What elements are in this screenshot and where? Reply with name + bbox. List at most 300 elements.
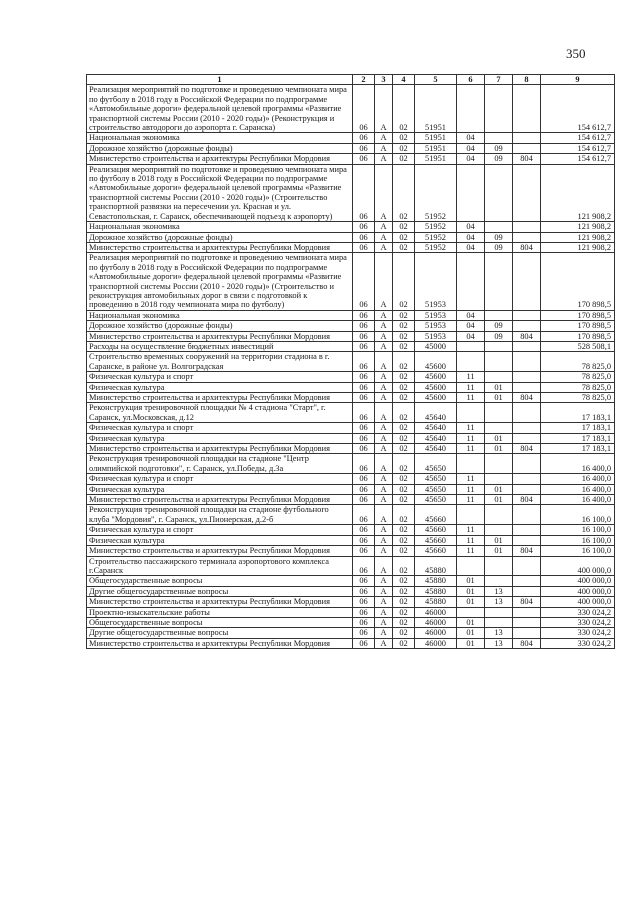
col-8-code [513, 423, 541, 433]
col-4-code: 02 [393, 576, 415, 586]
col-6-code: 04 [457, 154, 485, 164]
col-6-code [457, 352, 485, 372]
row-name: Физическая культура и спорт [87, 423, 353, 433]
col-8-code [513, 576, 541, 586]
col-6-code: 04 [457, 321, 485, 331]
table-row [87, 164, 615, 221]
col-8-code [513, 321, 541, 331]
col-8-code [513, 310, 541, 320]
col-3-code: А [375, 586, 393, 596]
col-8-code: 804 [513, 597, 541, 607]
col-7-code [485, 617, 513, 627]
col-2-code: 06 [353, 597, 375, 607]
col-4-code: 02 [393, 85, 415, 133]
row-amount: 17 183,1 [541, 444, 615, 454]
table-row [87, 495, 615, 505]
col-4-code: 02 [393, 607, 415, 617]
col-8-code [513, 143, 541, 153]
col-5-code: 45660 [415, 546, 457, 556]
row-name: Физическая культура [87, 433, 353, 443]
col-3-code: А [375, 310, 393, 320]
col-4-code: 02 [393, 423, 415, 433]
col-4-code: 02 [393, 484, 415, 494]
table-row [87, 341, 615, 351]
col-3-code: А [375, 597, 393, 607]
table-row [87, 242, 615, 252]
col-5-code: 46000 [415, 607, 457, 617]
col-5-code: 45660 [415, 535, 457, 545]
col-5-code: 51953 [415, 331, 457, 341]
col-5-code: 46000 [415, 638, 457, 648]
col-3-code: А [375, 607, 393, 617]
col-3-code: А [375, 331, 393, 341]
table-row [87, 638, 615, 648]
row-name: Министерство строительства и архитектуры Республики Мордовия [87, 154, 353, 164]
col-8-code: 804 [513, 242, 541, 252]
col-5-code: 45600 [415, 382, 457, 392]
col-7-code: 01 [485, 393, 513, 403]
col-3-code: А [375, 133, 393, 143]
col-6-code [457, 403, 485, 423]
col-5-code: 51952 [415, 232, 457, 242]
row-amount: 170 898,5 [541, 321, 615, 331]
col-2-code: 06 [353, 628, 375, 638]
col-6-code: 01 [457, 586, 485, 596]
col-7-code [485, 556, 513, 576]
col-7-code: 01 [485, 535, 513, 545]
row-name: Расходы на осуществление бюджетных инвестиций [87, 341, 353, 351]
table-row [87, 607, 615, 617]
row-amount: 170 898,5 [541, 253, 615, 310]
row-amount: 400 000,0 [541, 556, 615, 576]
col-5-code: 51951 [415, 133, 457, 143]
col-6-code: 04 [457, 310, 485, 320]
col-6-code: 04 [457, 222, 485, 232]
row-amount: 154 612,7 [541, 154, 615, 164]
col-3-code: А [375, 638, 393, 648]
col-7-code: 13 [485, 586, 513, 596]
row-amount: 528 508,1 [541, 341, 615, 351]
col-5-code: 45640 [415, 423, 457, 433]
col-5-code: 45880 [415, 556, 457, 576]
row-name: Проектно-изыскательские работы [87, 607, 353, 617]
col-7-code [485, 352, 513, 372]
col-2-code: 06 [353, 164, 375, 221]
col-6-code [457, 85, 485, 133]
row-amount: 154 612,7 [541, 143, 615, 153]
col-2-code: 06 [353, 454, 375, 474]
col-7-code: 01 [485, 382, 513, 392]
col-7-code [485, 372, 513, 382]
col-7-code [485, 253, 513, 310]
row-name: Физическая культура и спорт [87, 525, 353, 535]
col-7-code: 01 [485, 495, 513, 505]
row-amount: 400 000,0 [541, 597, 615, 607]
col-4-code: 02 [393, 232, 415, 242]
row-amount: 154 612,7 [541, 85, 615, 133]
col-5-code: 45650 [415, 495, 457, 505]
col-7-code [485, 505, 513, 525]
col-6-code: 01 [457, 628, 485, 638]
col-8-code: 804 [513, 393, 541, 403]
row-amount: 121 908,2 [541, 242, 615, 252]
col-8-code [513, 382, 541, 392]
col-4-code: 02 [393, 154, 415, 164]
col-7-code: 09 [485, 331, 513, 341]
col-5-code: 45600 [415, 372, 457, 382]
col-4-code: 02 [393, 454, 415, 474]
header-cell: 8 [513, 75, 541, 85]
table-row [87, 576, 615, 586]
row-name: Дорожное хозяйство (дорожные фонды) [87, 143, 353, 153]
col-7-code: 09 [485, 321, 513, 331]
col-8-code [513, 232, 541, 242]
row-name: Министерство строительства и архитектуры Республики Мордовия [87, 638, 353, 648]
col-7-code [485, 310, 513, 320]
table-row [87, 154, 615, 164]
col-2-code: 06 [353, 403, 375, 423]
col-2-code: 06 [353, 154, 375, 164]
col-7-code: 09 [485, 232, 513, 242]
col-3-code: А [375, 341, 393, 351]
col-4-code: 02 [393, 253, 415, 310]
col-8-code [513, 85, 541, 133]
col-8-code [513, 617, 541, 627]
col-3-code: А [375, 546, 393, 556]
header-cell: 9 [541, 75, 615, 85]
col-6-code [457, 341, 485, 351]
col-8-code: 804 [513, 331, 541, 341]
col-5-code: 45660 [415, 505, 457, 525]
row-amount: 170 898,5 [541, 331, 615, 341]
col-8-code: 804 [513, 444, 541, 454]
table-row [87, 382, 615, 392]
col-3-code: А [375, 164, 393, 221]
page-number: 350 [566, 46, 586, 61]
col-7-code [485, 133, 513, 143]
table-row [87, 372, 615, 382]
col-2-code: 06 [353, 232, 375, 242]
col-8-code: 804 [513, 546, 541, 556]
col-7-code [485, 403, 513, 423]
col-3-code: А [375, 403, 393, 423]
col-2-code: 06 [353, 352, 375, 372]
col-6-code: 01 [457, 576, 485, 586]
col-2-code: 06 [353, 556, 375, 576]
col-8-code [513, 222, 541, 232]
table-row [87, 586, 615, 596]
row-name: Министерство строительства и архитектуры Республики Мордовия [87, 331, 353, 341]
col-6-code: 04 [457, 242, 485, 252]
row-name: Министерство строительства и архитектуры Республики Мордовия [87, 597, 353, 607]
row-name: Физическая культура и спорт [87, 372, 353, 382]
col-3-code: А [375, 628, 393, 638]
col-7-code [485, 525, 513, 535]
col-8-code [513, 133, 541, 143]
col-7-code: 01 [485, 546, 513, 556]
col-4-code: 02 [393, 556, 415, 576]
col-5-code: 51953 [415, 310, 457, 320]
row-amount: 16 100,0 [541, 525, 615, 535]
col-2-code: 06 [353, 638, 375, 648]
table-row [87, 505, 615, 525]
col-8-code [513, 253, 541, 310]
col-2-code: 06 [353, 242, 375, 252]
row-amount: 330 024,2 [541, 607, 615, 617]
col-6-code: 04 [457, 331, 485, 341]
col-3-code: А [375, 444, 393, 454]
col-7-code [485, 222, 513, 232]
col-2-code: 06 [353, 143, 375, 153]
col-3-code: А [375, 617, 393, 627]
col-4-code: 02 [393, 444, 415, 454]
table-row [87, 474, 615, 484]
col-5-code: 45880 [415, 586, 457, 596]
col-6-code: 11 [457, 546, 485, 556]
row-amount: 154 612,7 [541, 133, 615, 143]
col-4-code: 02 [393, 495, 415, 505]
row-name: Министерство строительства и архитектуры Республики Мордовия [87, 546, 353, 556]
col-2-code: 06 [353, 331, 375, 341]
col-4-code: 02 [393, 474, 415, 484]
col-6-code: 11 [457, 372, 485, 382]
row-amount: 16 100,0 [541, 505, 615, 525]
col-6-code [457, 454, 485, 474]
col-2-code: 06 [353, 505, 375, 525]
col-4-code: 02 [393, 352, 415, 372]
row-amount: 330 024,2 [541, 617, 615, 627]
table-row [87, 628, 615, 638]
col-3-code: А [375, 382, 393, 392]
col-6-code: 01 [457, 597, 485, 607]
row-name: Национальная экономика [87, 310, 353, 320]
col-6-code: 11 [457, 484, 485, 494]
col-7-code: 01 [485, 444, 513, 454]
col-3-code: А [375, 242, 393, 252]
col-2-code: 06 [353, 133, 375, 143]
col-4-code: 02 [393, 382, 415, 392]
col-2-code: 06 [353, 484, 375, 494]
col-8-code [513, 628, 541, 638]
row-amount: 78 825,0 [541, 382, 615, 392]
col-2-code: 06 [353, 310, 375, 320]
col-5-code: 45650 [415, 474, 457, 484]
header-cell: 4 [393, 75, 415, 85]
col-8-code: 804 [513, 495, 541, 505]
col-5-code: 51953 [415, 253, 457, 310]
table-row [87, 253, 615, 310]
col-4-code: 02 [393, 535, 415, 545]
table-row [87, 85, 615, 133]
col-2-code: 06 [353, 253, 375, 310]
col-5-code: 45600 [415, 393, 457, 403]
col-7-code [485, 474, 513, 484]
col-6-code [457, 556, 485, 576]
table-row [87, 143, 615, 153]
col-6-code [457, 164, 485, 221]
row-name: Реконструкция тренировочной площадки на стадионе "Центр олимпийской подготовки", г. Саранск, ул.Победы, д.3а [87, 454, 353, 474]
col-3-code: А [375, 232, 393, 242]
row-amount: 16 400,0 [541, 454, 615, 474]
col-7-code [485, 607, 513, 617]
table-row [87, 617, 615, 627]
col-6-code [457, 253, 485, 310]
col-6-code: 04 [457, 232, 485, 242]
col-5-code: 45640 [415, 444, 457, 454]
col-8-code [513, 535, 541, 545]
col-4-code: 02 [393, 628, 415, 638]
table-body [87, 85, 615, 649]
row-amount: 121 908,2 [541, 164, 615, 221]
row-name: Министерство строительства и архитектуры Республики Мордовия [87, 444, 353, 454]
header-cell: 1 [87, 75, 353, 85]
col-3-code: А [375, 253, 393, 310]
col-8-code [513, 586, 541, 596]
col-4-code: 02 [393, 505, 415, 525]
col-8-code [513, 556, 541, 576]
row-name: Реализация мероприятий по подготовке и проведению чемпионата мира по футболу в 2018 году в Российской Федерации по подпрограмме «Автомобильные дороги» федеральной целевой программы «Развитие транспортной системы России (2010 - 2020 годы)» (Реконструкция и строительство автодороги до аэропорта г. Саранска) [87, 85, 353, 133]
col-5-code: 51952 [415, 242, 457, 252]
col-5-code: 45650 [415, 454, 457, 474]
row-amount: 330 024,2 [541, 638, 615, 648]
row-name: Строительство временных сооружений на территории стадиона в г. Саранске, в районе ул. Волгоградская [87, 352, 353, 372]
row-name: Строительство пассажирского терминала аэропортового комплекса г.Саранск [87, 556, 353, 576]
row-amount: 78 825,0 [541, 393, 615, 403]
col-6-code: 11 [457, 382, 485, 392]
col-6-code: 01 [457, 638, 485, 648]
row-amount: 16 400,0 [541, 484, 615, 494]
col-4-code: 02 [393, 372, 415, 382]
row-name: Физическая культура и спорт [87, 474, 353, 484]
col-6-code: 04 [457, 143, 485, 153]
col-8-code [513, 505, 541, 525]
col-2-code: 06 [353, 617, 375, 627]
col-4-code: 02 [393, 403, 415, 423]
col-7-code: 13 [485, 597, 513, 607]
col-7-code: 01 [485, 433, 513, 443]
col-3-code: А [375, 85, 393, 133]
col-8-code [513, 454, 541, 474]
header-row [87, 75, 615, 85]
col-3-code: А [375, 393, 393, 403]
row-name: Другие общегосударственные вопросы [87, 628, 353, 638]
row-name: Министерство строительства и архитектуры Республики Мордовия [87, 242, 353, 252]
header-cell: 5 [415, 75, 457, 85]
row-amount: 170 898,5 [541, 310, 615, 320]
table-row [87, 556, 615, 576]
col-6-code: 11 [457, 444, 485, 454]
col-3-code: А [375, 154, 393, 164]
col-6-code: 01 [457, 617, 485, 627]
col-8-code [513, 433, 541, 443]
header-cell: 2 [353, 75, 375, 85]
row-amount: 330 024,2 [541, 628, 615, 638]
col-7-code [485, 423, 513, 433]
col-3-code: А [375, 372, 393, 382]
col-7-code: 01 [485, 484, 513, 494]
col-3-code: А [375, 143, 393, 153]
col-5-code: 46000 [415, 617, 457, 627]
row-name: Общегосударственные вопросы [87, 617, 353, 627]
col-5-code: 51951 [415, 85, 457, 133]
row-name: Другие общегосударственные вопросы [87, 586, 353, 596]
row-name: Дорожное хозяйство (дорожные фонды) [87, 232, 353, 242]
row-name: Общегосударственные вопросы [87, 576, 353, 586]
col-4-code: 02 [393, 433, 415, 443]
col-4-code: 02 [393, 164, 415, 221]
col-6-code: 11 [457, 495, 485, 505]
col-3-code: А [375, 352, 393, 372]
table-row [87, 525, 615, 535]
col-7-code [485, 341, 513, 351]
col-8-code [513, 525, 541, 535]
col-4-code: 02 [393, 310, 415, 320]
col-5-code: 51953 [415, 321, 457, 331]
col-2-code: 06 [353, 423, 375, 433]
col-8-code [513, 607, 541, 617]
col-5-code: 45650 [415, 484, 457, 494]
col-4-code: 02 [393, 242, 415, 252]
col-3-code: А [375, 454, 393, 474]
col-3-code: А [375, 535, 393, 545]
col-3-code: А [375, 525, 393, 535]
col-2-code: 06 [353, 321, 375, 331]
col-3-code: А [375, 556, 393, 576]
table-row [87, 423, 615, 433]
table-row [87, 454, 615, 474]
col-6-code [457, 607, 485, 617]
row-name: Реализация мероприятий по подготовке и проведению чемпионата мира по футболу в 2018 году в Российской Федерации по подпрограмме «Автомобильные дороги» федеральной целевой программы «Развитие транспортной системы России (2010 - 2020 годы)» (Строительство транспортной развязки на пересечении ул. Красная и ул. Севастопольская, г. Саранск, обеспечивающей подъезд к аэропорту) [87, 164, 353, 221]
table-row [87, 310, 615, 320]
col-7-code: 09 [485, 242, 513, 252]
col-7-code [485, 164, 513, 221]
col-4-code: 02 [393, 546, 415, 556]
col-5-code: 46000 [415, 628, 457, 638]
col-6-code: 11 [457, 474, 485, 484]
col-4-code: 02 [393, 597, 415, 607]
col-3-code: А [375, 423, 393, 433]
col-5-code: 45000 [415, 341, 457, 351]
col-5-code: 51952 [415, 222, 457, 232]
col-5-code: 45600 [415, 352, 457, 372]
col-5-code: 45660 [415, 525, 457, 535]
row-name: Национальная экономика [87, 222, 353, 232]
table-row [87, 597, 615, 607]
row-name: Реализация мероприятий по подготовке и проведению чемпионата мира по футболу в 2018 году в Российской Федерации по подпрограмме «Автомобильные дороги» федеральной целевой программы «Развитие транспортной системы России (2010 - 2020 годы)» (Строительство и реконструкция автомобильных дорог в связи с подготовкой к проведению в 2018 году чемпионата мира по футболу) [87, 253, 353, 310]
col-5-code: 45640 [415, 433, 457, 443]
col-8-code [513, 164, 541, 221]
col-8-code [513, 484, 541, 494]
col-7-code: 13 [485, 628, 513, 638]
col-8-code [513, 341, 541, 351]
col-8-code: 804 [513, 638, 541, 648]
col-5-code: 51951 [415, 154, 457, 164]
table-row [87, 484, 615, 494]
col-7-code: 13 [485, 638, 513, 648]
col-6-code [457, 505, 485, 525]
row-amount: 16 400,0 [541, 495, 615, 505]
col-2-code: 06 [353, 372, 375, 382]
col-4-code: 02 [393, 617, 415, 627]
row-amount: 400 000,0 [541, 586, 615, 596]
row-amount: 400 000,0 [541, 576, 615, 586]
col-4-code: 02 [393, 321, 415, 331]
col-4-code: 02 [393, 331, 415, 341]
col-2-code: 06 [353, 444, 375, 454]
col-3-code: А [375, 433, 393, 443]
table-row [87, 133, 615, 143]
col-4-code: 02 [393, 133, 415, 143]
